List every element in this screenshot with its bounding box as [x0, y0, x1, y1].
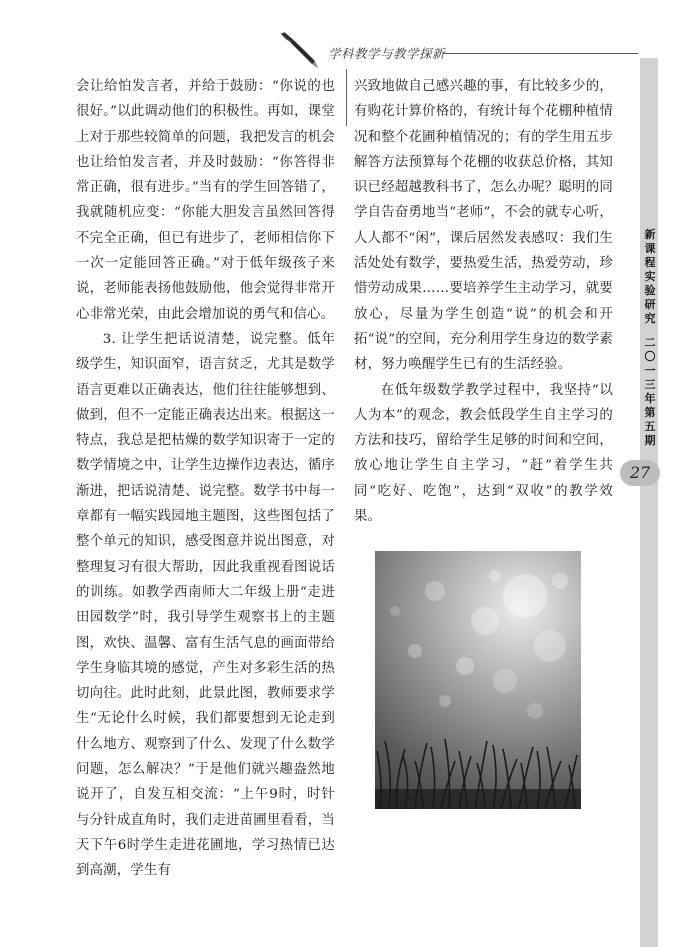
pen-icon	[278, 30, 324, 70]
journal-name: 新课程实验研究	[644, 228, 656, 325]
header-title: 学科教学与教学探新	[328, 46, 446, 61]
paragraph: 3. 让学生把话说清楚，说完整。低年级学生，知识面窄，语言贫乏，尤其是数学语言更难以正确表达，他们往往能够想到、做到，但不一定能正确表达出来。根据这一特点，我总是把枯燥的数学知识寄于一定的数学情境之中，让学生边操作边表达，循序渐进，把话说清楚、说完整。数学书中每一章都有一幅实践园地主题图，这些图包括了整个单元的知识，感受图意并说出图意，对整理复习有很大帮助，因此我重视看图说话的训练。如教学西南师大二年级上册“走进田园数学”时，我引导学生观察书上的主题图，欢快、温馨、富有生活气息的画面带给学生身临其境的感觉，产生对多彩生活的热切向往。此时此刻，此景此图，教师要求学生“无论什么时候，我们都要想到无论走到什么地方、观察到了什么、发现了什么数学问题，怎么解决？”于是他们就兴趣盎然地说开了，自发互相交流：“上午9时，时针与分针成直角时，我们走进苗圃里看看，当天下午6时学生走进花圃地，学习热情已达到高潮，学生有	[76, 331, 335, 879]
right-column	[354, 74, 613, 529]
paragraph: 会让给怕发言者，并给于鼓励：“你说的也很好。”以此调动他们的积极性。再如，课堂上对于那些较简单的问题，我把发言的机会也让给怕发言者，并及时鼓励：“你答得非常正确，很有进步。”当有的学生回答错了，我就随机应变：“你能大胆发言虽然回答得不完全正确，但已有进步了，老师相信你下一次一定能回答正确。”对于低年级孩子来说，老师能表扬他鼓励他，他会觉得非常开心非常光荣，由此会增加说的勇气和信心。	[76, 79, 335, 322]
decorative-photo	[375, 551, 581, 809]
column-divider	[346, 69, 347, 126]
running-header	[278, 30, 638, 70]
side-bar	[640, 58, 658, 947]
paragraph: 兴致地做自己感兴趣的事，有比较多少的，有购花计算价格的，有统计每个花棚种植情况和整个花圃种植情况的；有的学生用五步解答方法预算每个花棚的收获总价格，其知识已经超越教科书了，怎么办呢？聪明的同学自告奋勇地当“老师”，不会的就专心听，人人都不“闲”，课后居然发表感叹：我们生活处处有数学，要热爱生活，热爱劳动，珍惜劳动成果……要培养学生主动学习，就要放心，尽量为学生创造“说”的机会和开拓“说”的空间，充分利用学生身边的数学素材，努力唤醒学生已有的生活经验。	[354, 79, 613, 373]
issue-label: 二〇一三年 第五期	[644, 336, 656, 447]
header-rule	[443, 53, 638, 54]
paragraph: 在低年级数学教学过程中，我坚持“以人为本”的观念，教会低段学生自主学习的方法和技巧，留给学生足够的时间和空间，放心地让学生自主学习，“赶”着学生共同“吃好、吃饱”，达到“双收”的教学效果。	[354, 382, 613, 525]
page-number: 27	[620, 460, 660, 486]
left-column	[76, 74, 335, 884]
side-label	[643, 228, 657, 448]
